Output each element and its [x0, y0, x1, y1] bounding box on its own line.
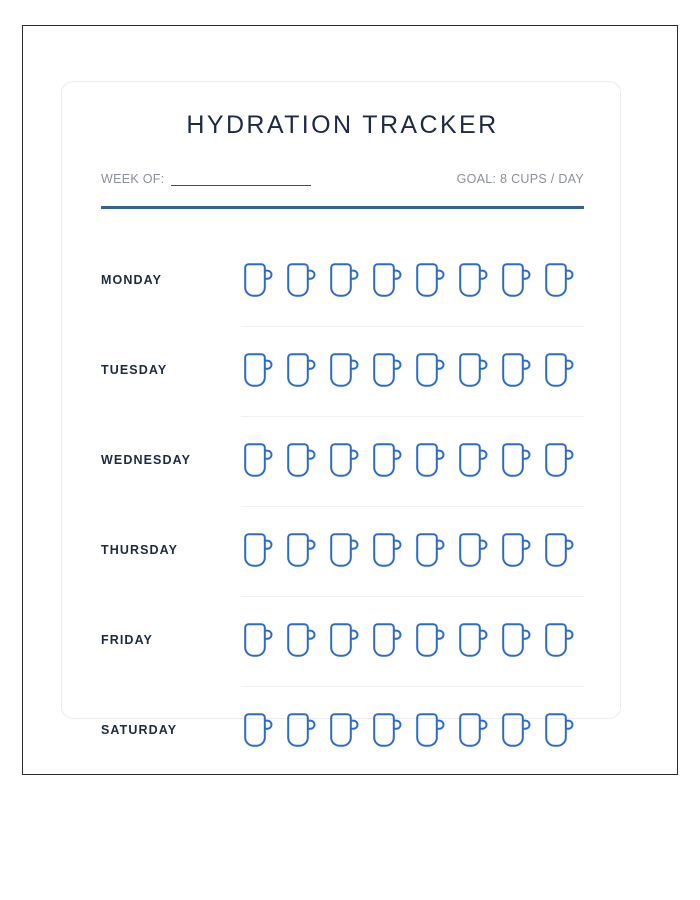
week-of-group [101, 172, 311, 186]
mug-icon[interactable] [542, 261, 575, 299]
mug-icon[interactable] [542, 351, 575, 389]
mug-icon[interactable] [284, 711, 317, 749]
cup-group [241, 531, 575, 569]
mug-icon[interactable] [499, 621, 532, 659]
day-row-inner [101, 425, 584, 495]
day-label: FRIDAY [101, 632, 153, 647]
mug-icon[interactable] [284, 531, 317, 569]
mug-icon[interactable] [327, 531, 360, 569]
goal-label: GOAL: 8 CUPS / DAY [456, 172, 584, 186]
mug-icon[interactable] [241, 711, 274, 749]
cup-group [241, 441, 575, 479]
mug-icon[interactable] [370, 621, 403, 659]
day-label: SATURDAY [101, 722, 178, 737]
mug-icon[interactable] [327, 351, 360, 389]
day-label: WEDNESDAY [101, 452, 192, 467]
day-row-inner [101, 605, 584, 675]
page-frame [22, 25, 678, 775]
day-row-inner [101, 515, 584, 585]
mug-icon[interactable] [456, 261, 489, 299]
day-label: THURSDAY [101, 542, 179, 557]
day-label: TUESDAY [101, 362, 168, 377]
row-divider [241, 326, 584, 327]
mug-icon[interactable] [542, 441, 575, 479]
tracker-content [101, 111, 584, 775]
mug-icon[interactable] [456, 531, 489, 569]
day-row [101, 425, 584, 515]
mug-icon[interactable] [370, 261, 403, 299]
day-row [101, 515, 584, 605]
mug-icon[interactable] [327, 711, 360, 749]
mug-icon[interactable] [456, 621, 489, 659]
day-row-inner [101, 335, 584, 405]
header-rule [101, 206, 584, 209]
mug-icon[interactable] [499, 441, 532, 479]
mug-icon[interactable] [241, 441, 274, 479]
page-title: HYDRATION TRACKER [186, 111, 499, 139]
day-label: MONDAY [101, 272, 163, 287]
day-row-inner [101, 695, 584, 765]
mug-icon[interactable] [542, 531, 575, 569]
mug-icon[interactable] [542, 711, 575, 749]
mug-icon[interactable] [241, 351, 274, 389]
mug-icon[interactable] [284, 441, 317, 479]
mug-icon[interactable] [241, 621, 274, 659]
mug-icon[interactable] [542, 621, 575, 659]
mug-icon[interactable] [241, 531, 274, 569]
mug-icon[interactable] [499, 351, 532, 389]
day-rows [101, 245, 584, 776]
mug-icon[interactable] [241, 261, 274, 299]
day-row [101, 605, 584, 695]
mug-icon[interactable] [413, 621, 446, 659]
row-divider [241, 416, 584, 417]
row-divider [241, 686, 584, 687]
mug-icon[interactable] [413, 261, 446, 299]
week-of-input[interactable] [171, 172, 311, 186]
cup-group [241, 711, 575, 749]
day-row [101, 335, 584, 425]
mug-icon[interactable] [370, 711, 403, 749]
mug-icon[interactable] [327, 621, 360, 659]
mug-icon[interactable] [456, 351, 489, 389]
mug-icon[interactable] [370, 351, 403, 389]
mug-icon[interactable] [413, 531, 446, 569]
mug-icon[interactable] [370, 441, 403, 479]
mug-icon[interactable] [413, 711, 446, 749]
week-of-label: WEEK OF: [101, 172, 165, 186]
row-divider [241, 506, 584, 507]
cup-group [241, 261, 575, 299]
mug-icon[interactable] [327, 441, 360, 479]
cup-group [241, 621, 575, 659]
day-row-inner [101, 245, 584, 315]
mug-icon[interactable] [456, 711, 489, 749]
mug-icon[interactable] [413, 351, 446, 389]
mug-icon[interactable] [499, 711, 532, 749]
mug-icon[interactable] [284, 621, 317, 659]
mug-icon[interactable] [327, 261, 360, 299]
row-divider [241, 596, 584, 597]
day-row [101, 695, 584, 776]
meta-row [101, 172, 584, 186]
mug-icon[interactable] [413, 441, 446, 479]
cup-group [241, 351, 575, 389]
mug-icon[interactable] [499, 261, 532, 299]
day-row [101, 245, 584, 335]
mug-icon[interactable] [284, 261, 317, 299]
mug-icon[interactable] [284, 351, 317, 389]
mug-icon[interactable] [499, 531, 532, 569]
mug-icon[interactable] [370, 531, 403, 569]
mug-icon[interactable] [456, 441, 489, 479]
